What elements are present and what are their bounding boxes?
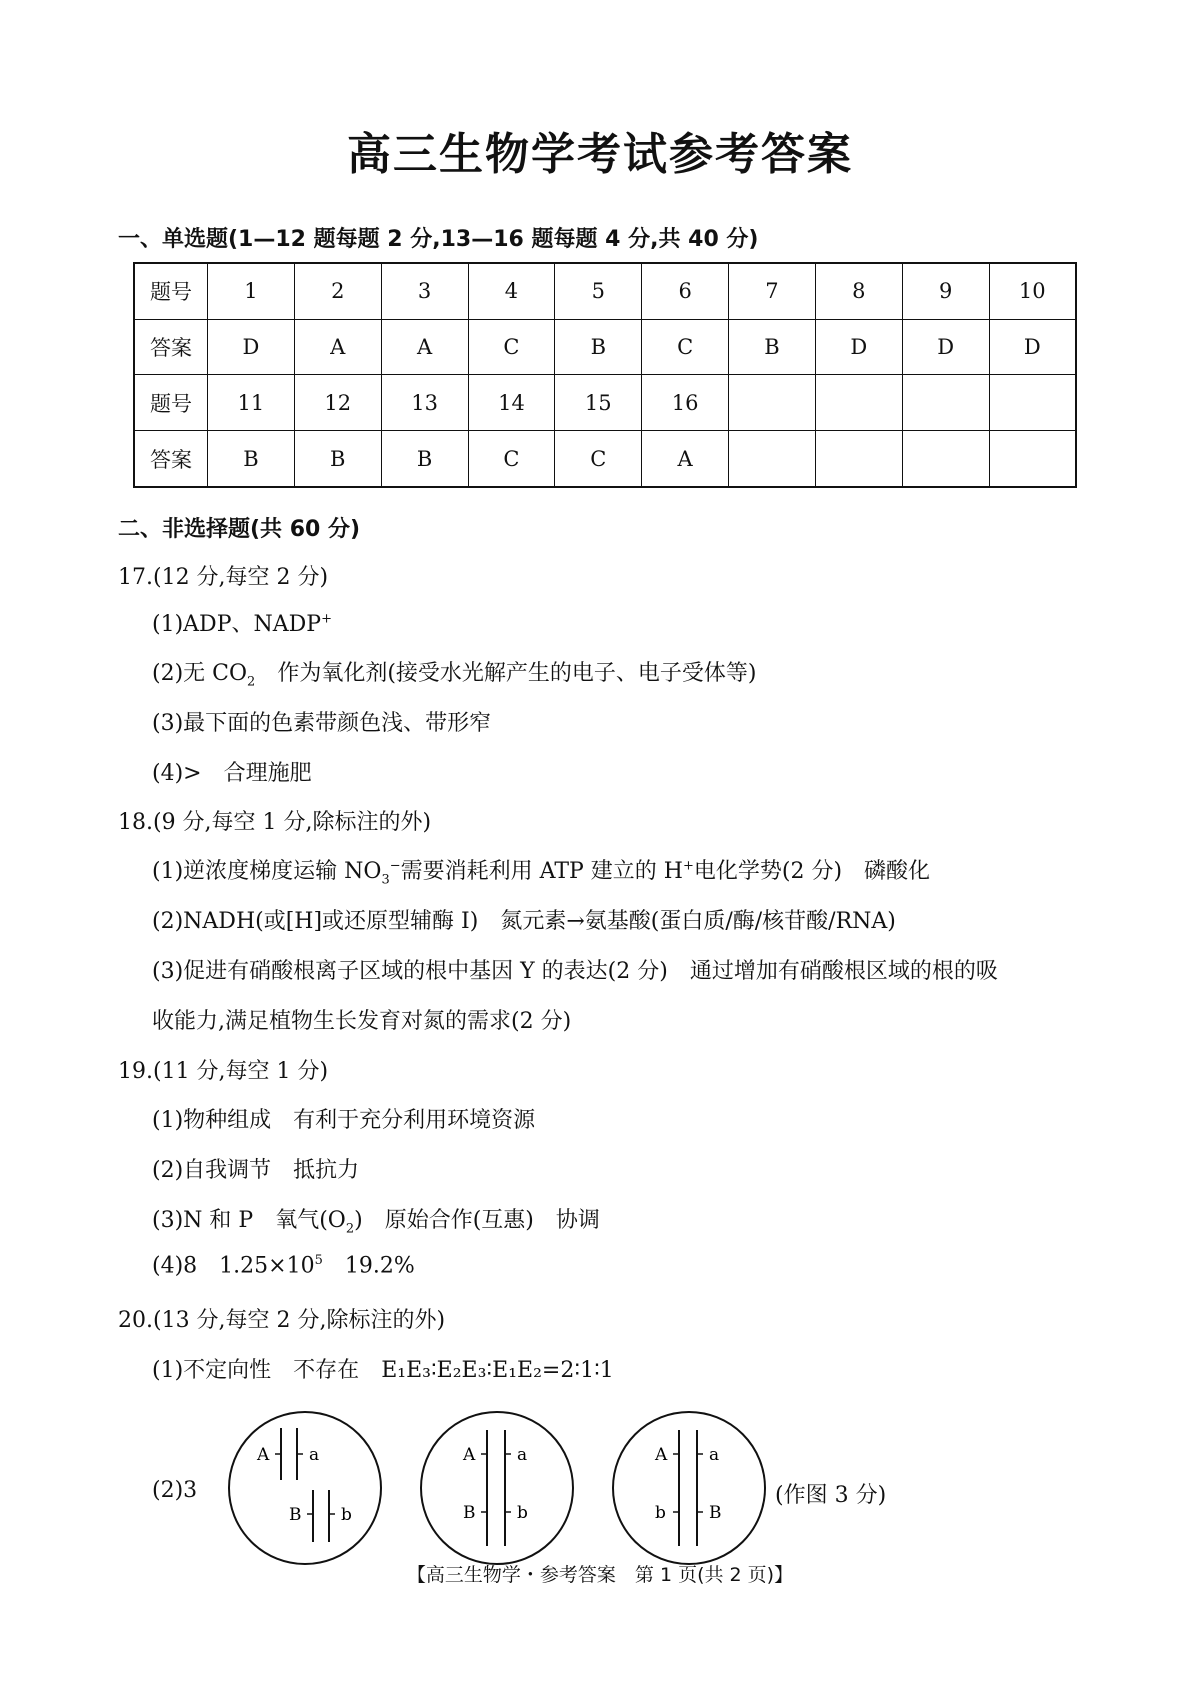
table-cell: 8	[815, 263, 902, 319]
q19-answer-1	[152, 1103, 535, 1134]
gene-label-3-tr: a	[709, 1445, 720, 1465]
section1-heading: 一、单选题(1—12 题每题 2 分,13—16 题每题 4 分,共 40 分)	[118, 227, 759, 252]
q19-a3-text-d: 协调	[555, 1208, 600, 1233]
q18-answer-3-cont: 收能力,满足植物生长发育对氮的需求(2 分)	[152, 1009, 572, 1034]
cell-diagram-2-svg	[417, 1408, 577, 1568]
table-cell: B	[294, 431, 381, 487]
q19-heading: 19.(11 分,每空 1 分)	[118, 1059, 329, 1084]
table-row-label: 题号	[134, 375, 208, 431]
table-cell: D	[815, 319, 902, 375]
q19-a3-text-c: 原始合作(互惠)	[384, 1208, 534, 1233]
q17-answer-2	[152, 656, 756, 689]
table-cell: 9	[902, 263, 989, 319]
table-row	[134, 375, 1076, 431]
table-cell	[989, 431, 1076, 487]
q20-a1-text-a: (1)不定向性	[152, 1358, 272, 1383]
q19-a3-text-b: 氧气(O	[275, 1208, 346, 1233]
table-cell: 4	[468, 263, 555, 319]
cell-outline	[229, 1412, 381, 1564]
q18-a3-text-a: (3)促进有硝酸根离子区域的根中基因 Y 的表达(2 分)	[152, 959, 668, 984]
table-cell: D	[989, 319, 1076, 375]
table-row-label: 答案	[134, 431, 208, 487]
q18-a1-sup2: +	[682, 858, 694, 874]
q18-a1-text-b: 需要消耗利用 ATP 建立的 H	[400, 859, 683, 884]
q18-answer-1	[152, 854, 930, 887]
table-row-label: 题号	[134, 263, 208, 319]
q18-a2-text-a: (2)NADH(或[H]或还原型辅酶 Ⅰ)	[152, 909, 479, 934]
answer-table	[133, 262, 1077, 488]
gene-label-2-tl: A	[463, 1445, 476, 1465]
q19-a4-text-a: (4)8	[152, 1253, 198, 1279]
q19-a4-text-b: 1.25×10	[219, 1253, 315, 1279]
table-cell: 2	[294, 263, 381, 319]
table-row	[134, 431, 1076, 487]
q19-a3-sub: 2	[345, 1221, 355, 1237]
table-cell: 5	[555, 263, 642, 319]
table-row	[134, 319, 1076, 375]
gene-label-2-bl: B	[463, 1503, 476, 1523]
table-cell: B	[555, 319, 642, 375]
q19-answer-3	[152, 1203, 600, 1236]
q17-a4-text-b: 合理施肥	[223, 761, 312, 786]
table-cell: B	[208, 431, 295, 487]
cell-outline	[613, 1412, 765, 1564]
q17-answer-4	[152, 756, 312, 787]
q20-answer-1	[152, 1353, 614, 1384]
cell-outline	[421, 1412, 573, 1564]
table-cell: C	[468, 431, 555, 487]
q19-a1-text-b: 有利于充分利用环境资源	[293, 1108, 536, 1133]
table-cell: C	[642, 319, 729, 375]
table-cell	[729, 375, 816, 431]
table-cell: 7	[729, 263, 816, 319]
cell-diagram-2	[417, 1408, 577, 1572]
table-cell	[815, 431, 902, 487]
table-cell: A	[642, 431, 729, 487]
q20-a1-text-b: 不存在	[293, 1358, 360, 1383]
q18-a1-sup: −	[389, 858, 401, 874]
table-cell: 14	[468, 375, 555, 431]
table-cell: 15	[555, 375, 642, 431]
q17-a2-text-b: 作为氧化剂(接受水光解产生的电子、电子受体等)	[277, 661, 757, 686]
table-cell: 11	[208, 375, 295, 431]
table-cell	[902, 431, 989, 487]
table-cell: D	[902, 319, 989, 375]
q17-a4-text-a: (4)>	[152, 761, 202, 786]
gene-label-3-br: B	[709, 1503, 722, 1523]
q18-answer-3	[152, 954, 998, 985]
table-row	[134, 263, 1076, 319]
gene-label-3-tl: A	[655, 1445, 668, 1465]
cell-diagram-1-svg	[225, 1408, 385, 1568]
table-cell: C	[468, 319, 555, 375]
table-row-label: 答案	[134, 319, 208, 375]
q20-answer-2-prefix: (2)3	[152, 1478, 198, 1503]
table-cell: A	[381, 319, 468, 375]
table-cell	[902, 375, 989, 431]
table-cell: 12	[294, 375, 381, 431]
table-cell: 10	[989, 263, 1076, 319]
table-cell: B	[381, 431, 468, 487]
q19-a4-text-c: 19.2%	[344, 1253, 415, 1279]
q17-a1-text: (1)ADP、NADP	[152, 612, 322, 637]
q17-heading: 17.(12 分,每空 2 分)	[118, 565, 329, 590]
table-cell	[815, 375, 902, 431]
table-cell: 16	[642, 375, 729, 431]
gene-label-1-br: b	[341, 1505, 352, 1525]
q17-a2-sub: 2	[247, 674, 256, 690]
page-title: 高三生物学考试参考答案	[347, 129, 853, 180]
q17-answer-1	[152, 607, 332, 638]
table-cell: B	[729, 319, 816, 375]
q18-a3-text-b: 通过增加有硝酸根区域的根的吸	[689, 959, 998, 984]
q18-a1-text-c: 电化学势(2 分)	[693, 859, 843, 884]
gene-label-3-bl: b	[655, 1503, 666, 1523]
table-cell: C	[555, 431, 642, 487]
gene-label-2-tr: a	[517, 1445, 528, 1465]
cell-diagram-1	[225, 1408, 385, 1572]
q19-a2-text-b: 抵抗力	[293, 1158, 360, 1183]
section2-heading: 二、非选择题(共 60 分)	[118, 517, 361, 542]
q17-a1-sup: +	[321, 611, 332, 627]
gene-label-2-br: b	[517, 1503, 528, 1523]
gene-label-1-tr: a	[309, 1445, 320, 1465]
q18-answer-2	[152, 904, 896, 935]
table-cell	[729, 431, 816, 487]
table-cell: 6	[642, 263, 729, 319]
q20-a1-text-c: E₁E₃∶E₂E₃∶E₁E₂=2∶1∶1	[381, 1358, 614, 1383]
table-cell	[989, 375, 1076, 431]
table-cell: A	[294, 319, 381, 375]
q18-a2-text-b: 氮元素→氨基酸(蛋白质/酶/核苷酸/RNA)	[500, 909, 896, 934]
q19-answer-2	[152, 1153, 359, 1184]
q18-heading: 18.(9 分,每空 1 分,除标注的外)	[118, 810, 432, 835]
page-footer: 【高三生物学・参考答案 第 1 页(共 2 页)】	[406, 1564, 794, 1586]
cell-diagram-3-svg	[609, 1408, 769, 1568]
q19-a4-sup: 5	[314, 1253, 323, 1268]
gene-label-1-bl: B	[289, 1505, 302, 1525]
q18-a1-text-d: 磷酸化	[864, 859, 931, 884]
q20-drawing-note: (作图 3 分)	[775, 1483, 887, 1508]
q17-a2-text-a: (2)无 CO	[152, 661, 248, 686]
q19-a3-text-a: (3)N 和 P	[152, 1208, 254, 1233]
gene-label-1-tl: A	[257, 1445, 270, 1465]
q18-a1-sub: 3	[381, 872, 390, 888]
table-cell: 3	[381, 263, 468, 319]
q20-heading: 20.(13 分,每空 2 分,除标注的外)	[118, 1308, 446, 1333]
q18-a1-text-a: (1)逆浓度梯度运输 NO	[152, 859, 382, 884]
q19-answer-4	[152, 1253, 415, 1278]
table-cell: 13	[381, 375, 468, 431]
table-cell: D	[208, 319, 295, 375]
q19-a1-text-a: (1)物种组成	[152, 1108, 272, 1133]
q19-a2-text-a: (2)自我调节	[152, 1158, 272, 1183]
table-cell: 1	[208, 263, 295, 319]
cell-diagram-3	[609, 1408, 769, 1572]
q19-a3-text-b2: )	[354, 1208, 363, 1233]
q17-answer-3: (3)最下面的色素带颜色浅、带形窄	[152, 711, 492, 736]
